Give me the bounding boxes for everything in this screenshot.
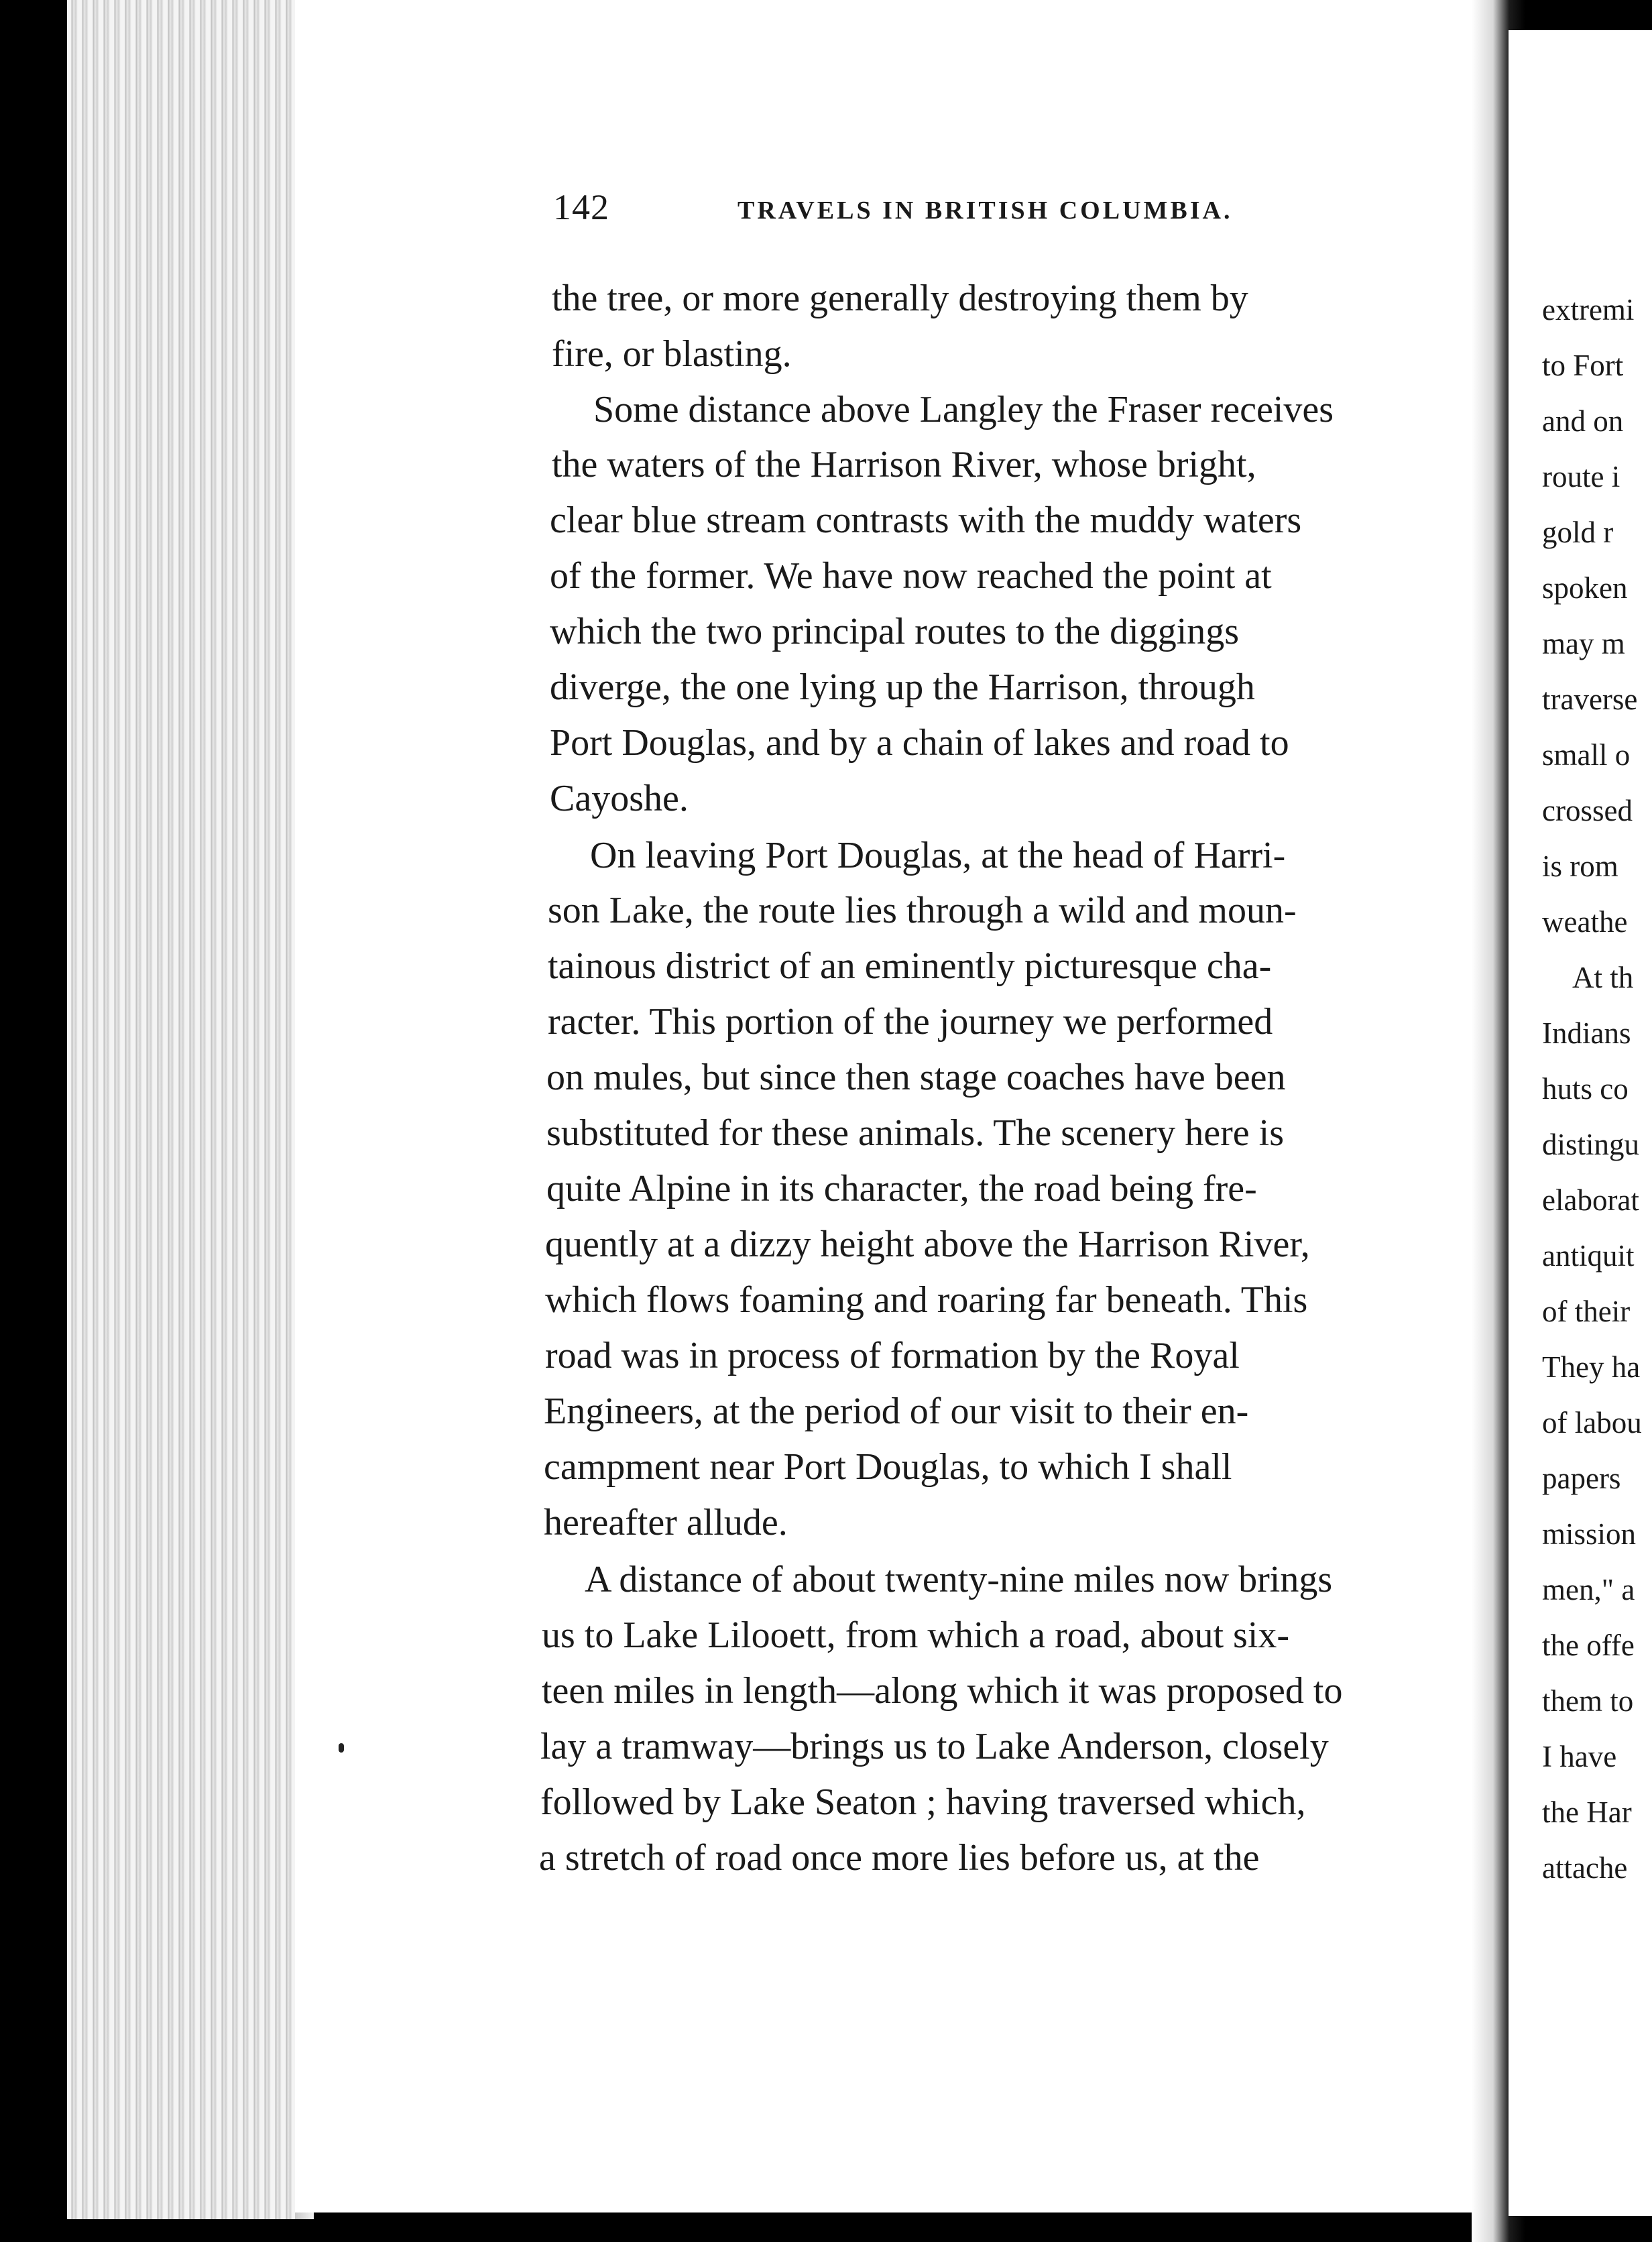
text-line: followed by Lake Seaton ; having traversed which, [540,1781,1306,1823]
text-line: Port Douglas, and by a chain of lakes and road to [550,722,1289,764]
text-line: the tree, or more generally destroying them by [552,278,1248,319]
facing-text-line: small o [1542,738,1631,772]
facing-text-line: them to [1542,1684,1634,1718]
facing-text-line: spoken [1542,571,1628,605]
text-line: tainous district of an eminently picturesque cha- [548,945,1272,987]
facing-text-line: At th [1572,961,1634,994]
facing-text-line: route i [1542,460,1620,493]
text-line: us to Lake Lilooett, from which a road, about six- [542,1614,1290,1656]
text-line: son Lake, the route lies through a wild and moun- [548,890,1297,931]
ink-mark [339,1743,344,1753]
facing-text-line: men," a [1542,1573,1635,1606]
facing-text-line: and on [1542,404,1624,438]
facing-text-line: may m [1542,627,1625,660]
facing-text-line: the offe [1542,1629,1635,1662]
text-line: which the two principal routes to the diggings [550,611,1240,652]
text-line: Engineers, at the period of our visit to their en- [544,1391,1249,1432]
facing-text-line: elaborat [1542,1183,1639,1217]
text-line: racter. This portion of the journey we performed [548,1001,1273,1043]
text-line: on mules, but since then stage coaches have been [546,1057,1286,1098]
text-line: the waters of the Harrison River, whose bright, [552,444,1256,485]
text-line: substituted for these animals. The scenery here is [546,1112,1284,1154]
left-page [295,0,1512,2212]
text-line: On leaving Port Douglas, at the head of Harri- [590,835,1286,876]
facing-text-line: the Har [1542,1795,1632,1829]
text-line: Cayoshe. [550,778,689,819]
page-number: 142 [553,187,609,227]
text-line: diverge, the one lying up the Harrison, through [550,666,1255,708]
facing-text-line: huts co [1542,1072,1629,1106]
text-line: campment near Port Douglas, to which I shall [544,1446,1232,1488]
facing-text-line: papers [1542,1462,1621,1495]
facing-text-line: is rom [1542,849,1618,883]
facing-text-line: extremi [1542,293,1635,327]
text-line: quite Alpine in its character, the road being fre- [546,1168,1257,1210]
text-line: teen miles in length—along which it was proposed to [542,1670,1343,1712]
text-line: hereafter allude. [544,1502,788,1543]
facing-text-line: gold r [1542,516,1614,549]
facing-text-line: of their [1542,1295,1631,1328]
text-line: lay a tramway—brings us to Lake Anderson, closely [540,1726,1329,1767]
text-line: road was in process of formation by the Royal [545,1335,1240,1376]
text-line: A distance of about twenty-nine miles now brings [585,1559,1333,1600]
text-line: clear blue stream contrasts with the muddy waters [550,499,1302,541]
facing-page [1509,30,1652,2216]
text-line: quently at a dizzy height above the Harrison River, [545,1224,1310,1265]
facing-text-line: to Fort [1542,349,1624,382]
facing-text-line: mission [1542,1517,1637,1551]
facing-text-line: traverse [1542,683,1638,716]
text-line: fire, or blasting. [552,333,792,375]
text-line: which flows foaming and roaring far beneath. This [545,1279,1308,1321]
running-head [553,186,1311,233]
facing-text-line: distingu [1542,1128,1640,1161]
page-edges [67,0,297,2219]
facing-text-line: They ha [1542,1350,1641,1384]
running-head-title: TRAVELS IN BRITISH COLUMBIA. [738,196,1233,225]
facing-text-line: attache [1542,1851,1628,1885]
facing-text-line: antiquit [1542,1239,1635,1273]
facing-text-line: I have [1542,1740,1617,1773]
facing-text-line: Indians [1542,1016,1631,1050]
text-line: of the former. We have now reached the point at [550,555,1272,597]
text-line: Some distance above Langley the Fraser receives [593,389,1334,430]
text-line: a stretch of road once more lies before us, at the [539,1837,1260,1879]
facing-text-line: weathe [1542,905,1628,939]
facing-text-line: of labou [1542,1406,1642,1439]
facing-text-line: crossed [1542,794,1633,827]
